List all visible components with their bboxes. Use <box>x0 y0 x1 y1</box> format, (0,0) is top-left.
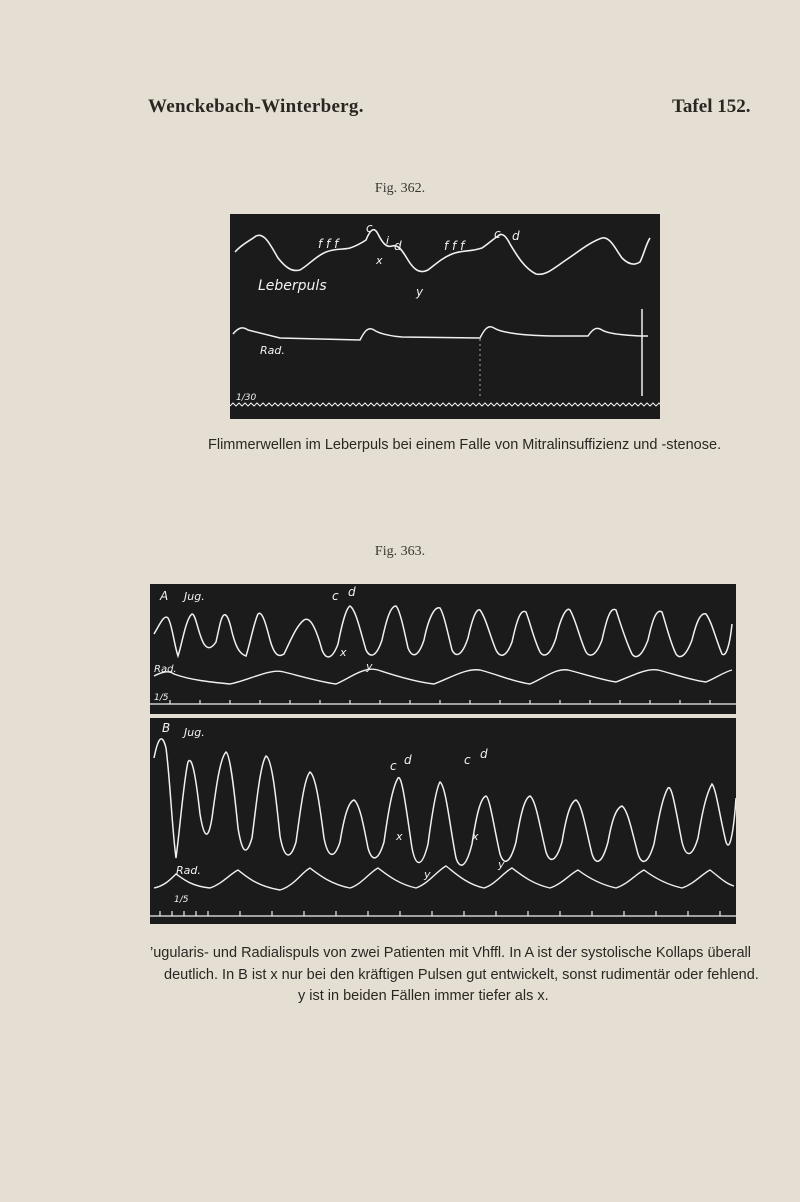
panel-a-tracing <box>150 584 736 714</box>
figure-363-panel-a <box>150 584 736 714</box>
panel-b-mark-y-1: y <box>424 868 431 881</box>
radial-pulse-trace <box>233 327 648 340</box>
radial-pulse-label: Rad. <box>260 344 285 357</box>
running-header-authors: Wenckebach-Winterberg. <box>148 96 364 117</box>
time-marker-trace <box>230 403 660 406</box>
figure-363-label: Fig. 363. <box>374 544 426 559</box>
panel-b-mark-x-1: x <box>396 830 403 843</box>
mark-y: y <box>416 285 424 299</box>
mark-d-1: d <box>394 239 402 253</box>
panel-a-mark-d: d <box>348 585 356 599</box>
panel-a-letter: A <box>160 589 169 603</box>
panel-a-mark-x: x <box>340 646 347 659</box>
panel-b-radial-label: Rad. <box>176 864 201 877</box>
mark-c-2: c <box>494 227 501 241</box>
panel-a-jugular-trace <box>154 606 732 657</box>
panel-a-mark-c: c <box>332 589 339 603</box>
panel-a-radial-trace <box>154 669 732 684</box>
figure-362-caption: Flimmerwellen im Leberpuls bei einem Falle von Mitralinsuffizienz und -stenose. <box>208 437 722 453</box>
figure-363-caption-line-1: ’ugularis- und Radialispuls von zwei Patienten mit Vhffl. In A ist der systolische Kollaps überall <box>150 945 751 961</box>
figure-363-caption-line-3: y ist in beiden Fällen immer tiefer als x. <box>298 988 549 1004</box>
time-scale-label: 1/30 <box>236 393 257 403</box>
panel-b-time-label: 1/5 <box>174 895 189 905</box>
mark-x: x <box>376 254 383 267</box>
mark-c-1: c <box>366 221 373 235</box>
mark-fff-1: f f f <box>318 237 339 251</box>
mark-fff-2: f f f <box>444 239 465 253</box>
panel-b-jugular-trace <box>154 739 736 865</box>
liver-pulse-label: Leberpuls <box>258 278 327 294</box>
mark-d-2: d <box>512 229 520 243</box>
figure-362-tracing-plate <box>230 214 660 419</box>
liver-pulse-trace <box>235 230 650 275</box>
panel-b-radial-trace <box>154 866 734 890</box>
running-header-plate-number: Tafel 152. <box>672 96 751 117</box>
panel-a-mark-y: y <box>366 660 373 673</box>
panel-b-letter: B <box>162 721 171 735</box>
panel-a-jugular-label: Jug. <box>184 590 205 603</box>
panel-a-time-trace <box>150 700 736 704</box>
panel-b-mark-x-2: x <box>472 830 479 843</box>
panel-b-time-trace <box>150 911 736 916</box>
figure-362-label: Fig. 362. <box>374 181 426 196</box>
panel-b-mark-c-1: c <box>390 759 397 773</box>
panel-b-mark-d-1: d <box>404 753 412 767</box>
figure-363-caption-line-2: deutlich. In B ist x nur bei den kräftigen Pulsen gut entwickelt, sonst rudimentär oder fehlend. <box>164 967 759 983</box>
panel-a-time-label: 1/5 <box>154 693 169 703</box>
figure-363-panel-b <box>150 718 736 924</box>
figure-362-tracing <box>230 214 660 419</box>
panel-b-mark-y-2: y <box>498 858 505 871</box>
panel-a-radial-label: Rad. <box>154 664 177 675</box>
panel-b-mark-d-2: d <box>480 747 488 761</box>
mark-i: i <box>386 234 390 247</box>
panel-b-jugular-label: Jug. <box>184 726 205 739</box>
panel-b-mark-c-2: c <box>464 753 471 767</box>
panel-b-tracing <box>150 718 736 924</box>
